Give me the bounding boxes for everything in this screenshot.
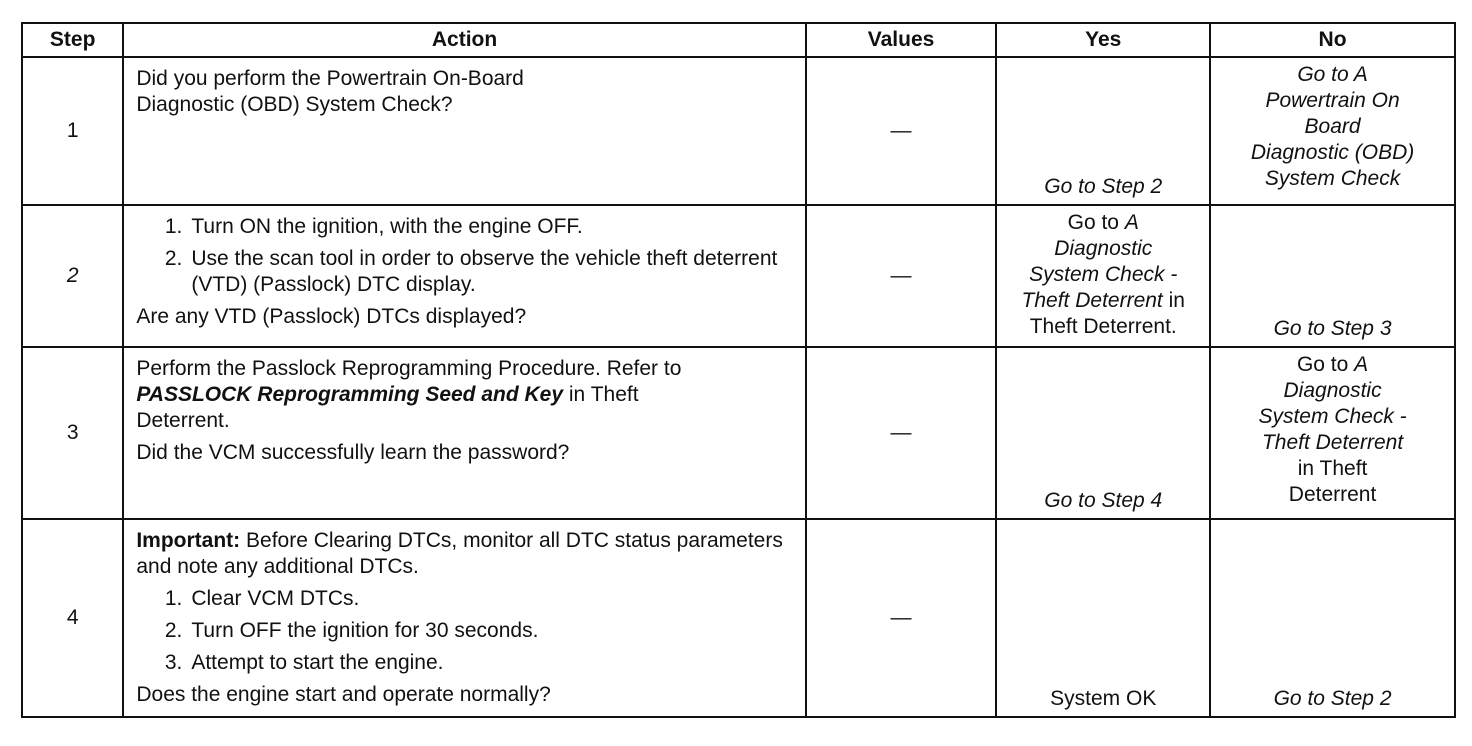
action-text: Did you perform the Powertrain On-Board <box>136 67 524 90</box>
action-cell <box>123 519 805 717</box>
no-text: Diagnostic <box>1283 379 1382 402</box>
no-cell <box>1210 57 1455 205</box>
header-action: Action <box>123 23 805 57</box>
yes-text: Theft Deterrent. <box>1029 315 1177 338</box>
action-text <box>136 382 794 408</box>
table-row <box>22 57 1455 205</box>
list-item <box>136 650 794 676</box>
no-text-a: A <box>1354 353 1369 376</box>
yes-cell: Go to Step 4 <box>996 347 1210 519</box>
values-cell: — <box>806 205 997 347</box>
important-text: Before Clearing DTCs, monitor all DTC status parameters and note any additional DTCs. <box>136 529 783 578</box>
action-step-list <box>136 214 794 298</box>
important-note <box>136 528 794 580</box>
list-item <box>136 586 794 612</box>
action-question: Are any VTD (Passlock) DTCs displayed? <box>136 305 527 328</box>
action-cell <box>123 57 805 205</box>
step-text: Attempt to start the engine. <box>191 651 444 674</box>
action-cell <box>123 347 805 519</box>
important-label: Important: <box>136 529 241 552</box>
header-step: Step <box>22 23 123 57</box>
no-text: Theft Deterrent <box>1261 431 1404 454</box>
step-text: Use the scan tool in order to observe the vehicle theft deterrent (VTD) (Passlock) DTC display. <box>191 247 778 296</box>
step-text: Turn ON the ignition, with the engine OFF. <box>191 215 583 238</box>
action-question: Did the VCM successfully learn the password? <box>136 441 570 464</box>
no-text: Diagnostic (OBD) <box>1250 141 1415 164</box>
step-number: 3 <box>22 347 123 519</box>
values-cell: — <box>806 519 997 717</box>
yes-text: System Check - <box>1029 263 1178 286</box>
header-row <box>22 23 1455 57</box>
no-cell: Go to Step 3 <box>1210 205 1455 347</box>
step-index: 3. <box>164 651 183 674</box>
yes-text: Go to A <box>1067 211 1139 234</box>
no-cell <box>1210 347 1455 519</box>
step-text: Clear VCM DTCs. <box>191 587 360 610</box>
list-item <box>136 214 794 240</box>
action-reference: PASSLOCK Reprogramming Seed and Key <box>136 383 564 406</box>
no-text: Go to A <box>1297 63 1368 86</box>
diagnostic-table <box>21 22 1456 718</box>
action-text: Deterrent. <box>136 409 230 432</box>
step-text: Turn OFF the ignition for 30 seconds. <box>191 619 539 642</box>
step-index: 1. <box>164 215 183 238</box>
table-row <box>22 205 1455 347</box>
action-text: Diagnostic (OBD) System Check? <box>136 93 453 116</box>
action-ref-tail: in Theft <box>568 383 639 406</box>
action-cell <box>123 205 805 347</box>
no-text: System Check - <box>1258 405 1407 428</box>
table-row <box>22 519 1455 717</box>
step-index: 2. <box>164 247 183 270</box>
step-index: 2. <box>164 619 183 642</box>
yes-text: Theft Deterrent in <box>1021 289 1185 312</box>
header-values: Values <box>806 23 997 57</box>
no-text: Deterrent <box>1288 483 1377 506</box>
yes-text-a: A <box>1124 211 1139 234</box>
values-cell: — <box>806 57 997 205</box>
yes-cell: Go to Step 2 <box>996 57 1210 205</box>
list-item <box>136 618 794 644</box>
list-item <box>136 246 794 298</box>
step-index: 1. <box>164 587 183 610</box>
no-cell: Go to Step 2 <box>1210 519 1455 717</box>
table-row <box>22 347 1455 519</box>
action-text: Perform the Passlock Reprogramming Procedure. Refer to <box>136 357 682 380</box>
no-text: Board <box>1304 115 1361 138</box>
no-text: Powertrain On <box>1265 89 1400 112</box>
header-no: No <box>1210 23 1455 57</box>
no-text: Go to A <box>1296 353 1369 376</box>
action-question: Does the engine start and operate normally? <box>136 683 551 706</box>
yes-cell: System OK <box>996 519 1210 717</box>
action-step-list <box>136 586 794 676</box>
yes-cell <box>996 205 1210 347</box>
no-text: System Check <box>1264 167 1401 190</box>
header-yes: Yes <box>996 23 1210 57</box>
step-number: 1 <box>22 57 123 205</box>
values-cell: — <box>806 347 997 519</box>
step-number: 2 <box>22 205 123 347</box>
no-text: in Theft <box>1297 457 1368 480</box>
yes-text: Diagnostic <box>1054 237 1153 260</box>
step-number: 4 <box>22 519 123 717</box>
yes-ref: Theft Deterrent <box>1021 289 1163 312</box>
